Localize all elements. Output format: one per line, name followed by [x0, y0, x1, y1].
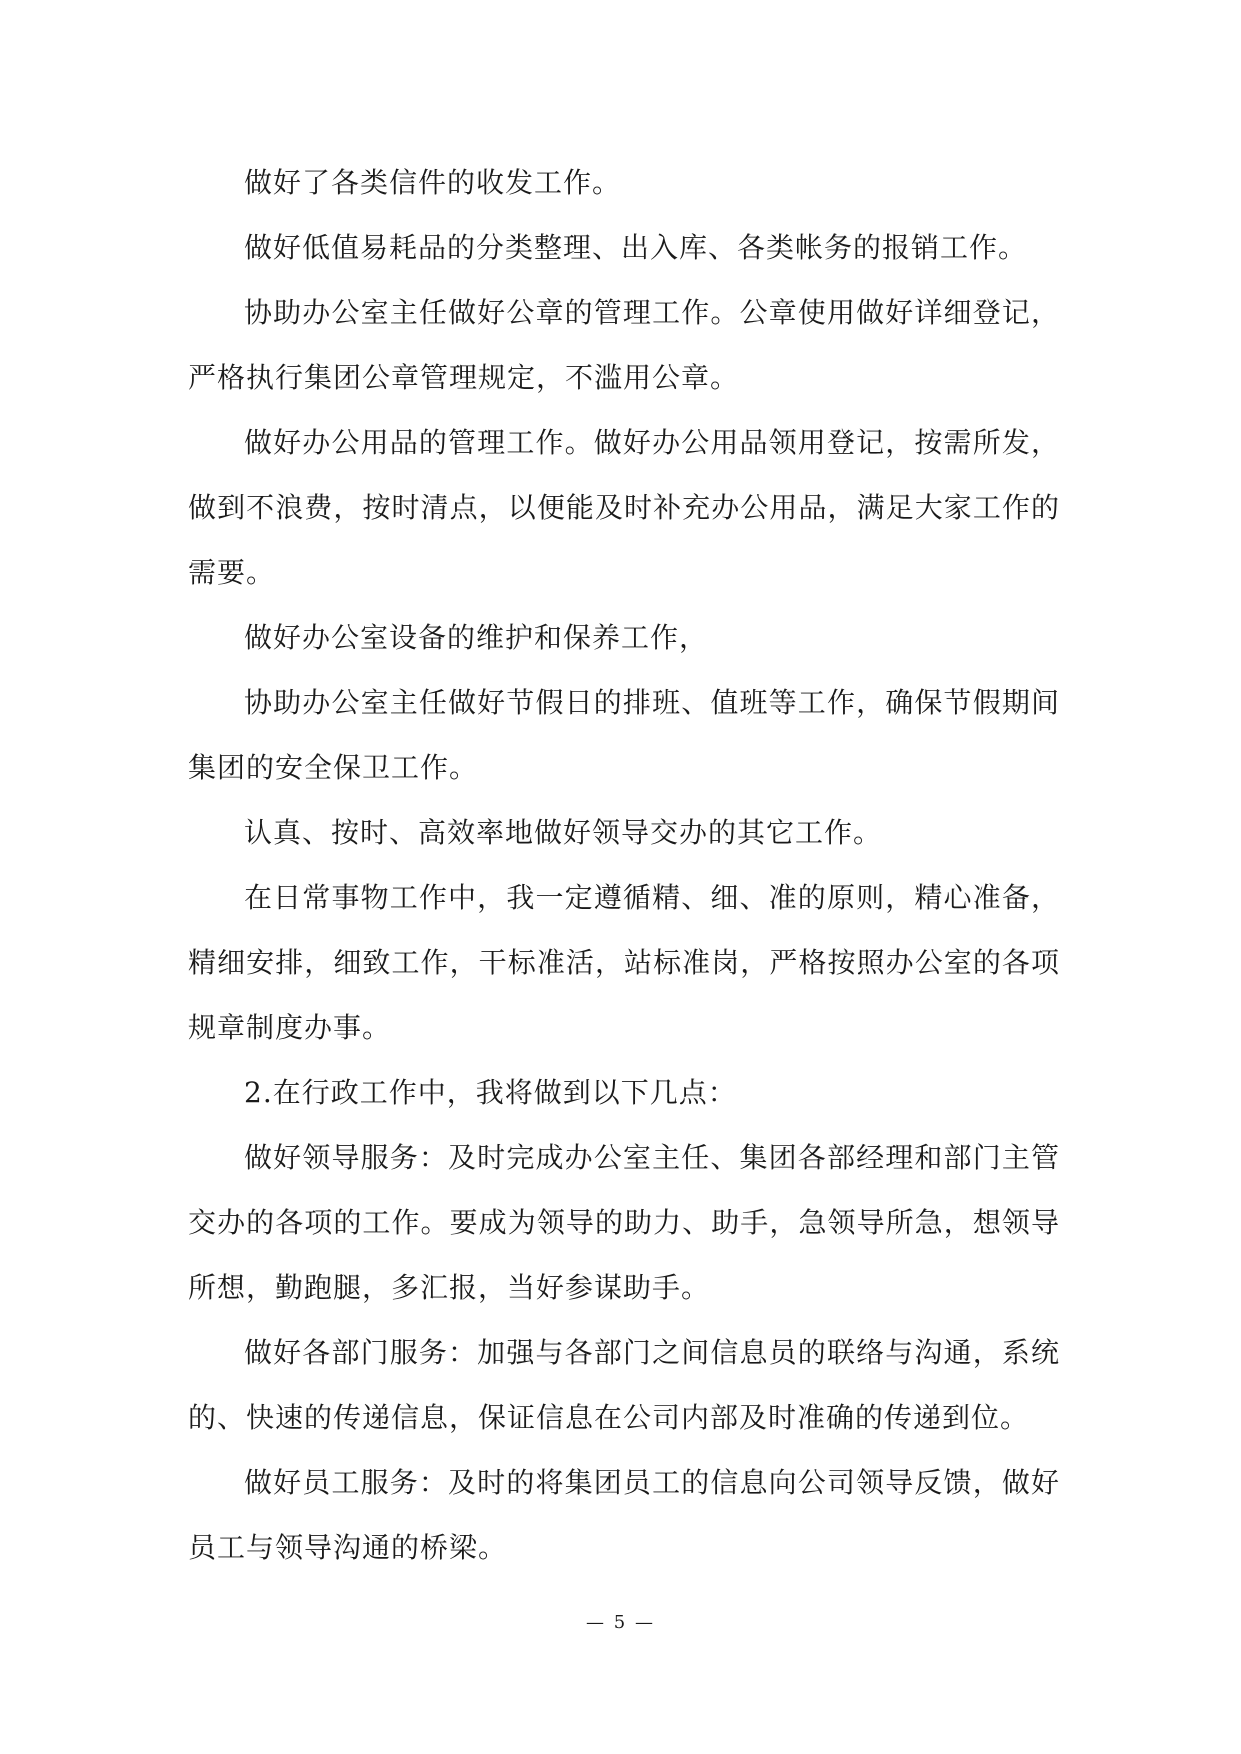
paragraph: 做好领导服务：及时完成办公室主任、集团各部经理和部门主管交办的各项的工作。要成为领导的助力、助手，急领导所急，想领导所想，勤跑腿，多汇报，当好参谋助手。 — [188, 1141, 1060, 1304]
paragraph: 2.在行政工作中，我将做到以下几点： — [244, 1076, 737, 1109]
paragraph: 做好低值易耗品的分类整理、出入库、各类帐务的报销工作。 — [244, 231, 1028, 264]
paragraph: 做好办公室设备的维护和保养工作， — [244, 621, 709, 654]
paragraph: 做好办公用品的管理工作。做好办公用品领用登记，按需所发，做到不浪费，按时清点，以便能及时补充办公用品，满足大家工作的需要。 — [188, 426, 1060, 589]
paragraph: 认真、按时、高效率地做好领导交办的其它工作。 — [244, 816, 883, 849]
paragraph: 做好各部门服务：加强与各部门之间信息员的联络与沟通，系统的、快速的传递信息，保证信息在公司内部及时准确的传递到位。 — [188, 1336, 1060, 1434]
paragraph: 做好了各类信件的收发工作。 — [244, 166, 622, 199]
document-body — [188, 150, 1060, 1580]
paragraph: 在日常事物工作中，我一定遵循精、细、准的原则，精心准备，精细安排，细致工作，干标准活，站标准岗，严格按照办公室的各项规章制度办事。 — [188, 881, 1060, 1044]
paragraph: 协助办公室主任做好公章的管理工作。公章使用做好详细登记，严格执行集团公章管理规定，不滥用公章。 — [188, 296, 1060, 394]
paragraph: 做好员工服务：及时的将集团员工的信息向公司领导反馈，做好员工与领导沟通的桥梁。 — [188, 1466, 1060, 1564]
page-number: — 5 — — [586, 1612, 655, 1633]
paragraph: 协助办公室主任做好节假日的排班、值班等工作，确保节假期间集团的安全保卫工作。 — [188, 686, 1060, 784]
